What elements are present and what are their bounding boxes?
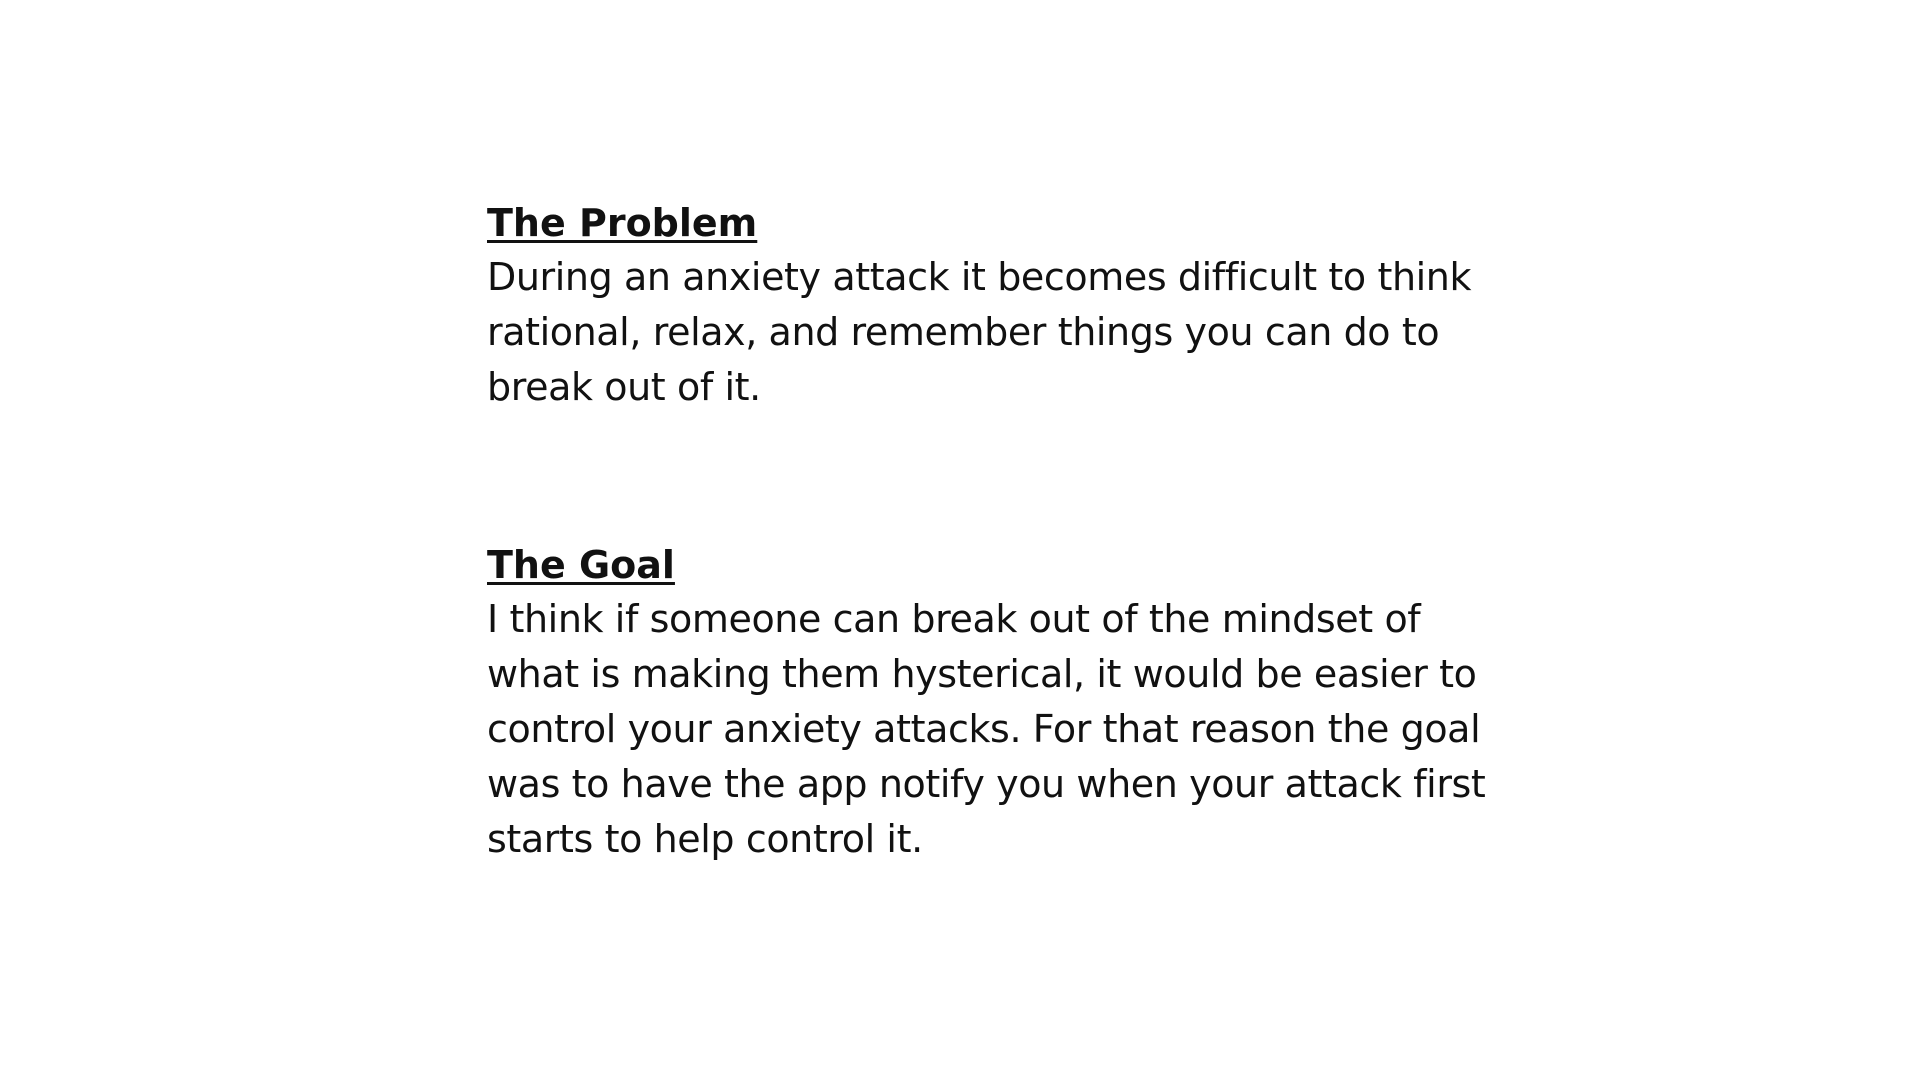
problem-body: During an anxiety attack it becomes difficult to think rational, relax, and remember things you can do to break out of it. bbox=[487, 255, 1472, 409]
goal-body: I think if someone can break out of the mindset of what is making them hysterical, it would be easier to control your anxiety attacks. For that reason the goal was to have the app notify you when your attack first starts to help control it. bbox=[487, 597, 1486, 861]
problem-section bbox=[487, 196, 1487, 415]
problem-heading: The Problem bbox=[487, 201, 758, 245]
slide-content bbox=[487, 196, 1487, 867]
goal-section bbox=[487, 538, 1487, 867]
goal-heading: The Goal bbox=[487, 543, 675, 587]
